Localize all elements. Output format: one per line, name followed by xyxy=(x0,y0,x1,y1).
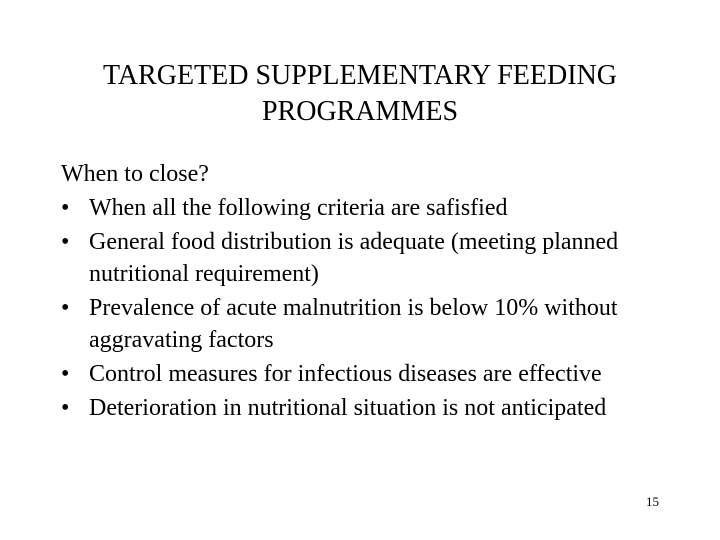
bullet-text: Control measures for infectious diseases are effective xyxy=(89,361,602,387)
slide-number: 15 xyxy=(646,494,659,509)
intro-question: When to close? xyxy=(61,161,209,187)
bullet-icon: • xyxy=(61,395,70,421)
slide-title xyxy=(40,58,680,130)
slide-body xyxy=(61,158,661,426)
bullet-text: General food distribution is adequate (meeting planned nutritional requirement) xyxy=(89,229,619,287)
bullet-text: When all the following criteria are safisfied xyxy=(89,195,508,221)
bullet-item xyxy=(61,392,661,424)
title-line: PROGRAMMES xyxy=(261,96,459,127)
bullet-text: Prevalence of acute malnutrition is below 10% without aggravating factors xyxy=(89,295,618,353)
bullet-icon: • xyxy=(61,295,70,321)
bullet-icon: • xyxy=(61,229,70,255)
bullet-item xyxy=(61,192,661,224)
bullet-icon: • xyxy=(61,195,70,221)
bullet-item xyxy=(61,226,661,290)
title-line: TARGETED SUPPLEMENTARY FEEDING xyxy=(102,60,618,91)
bullet-item xyxy=(61,292,661,356)
bullet-item xyxy=(61,358,661,390)
bullet-icon: • xyxy=(61,361,70,387)
bullet-text: Deterioration in nutritional situation is not anticipated xyxy=(89,395,607,421)
bullet-list xyxy=(61,192,661,424)
